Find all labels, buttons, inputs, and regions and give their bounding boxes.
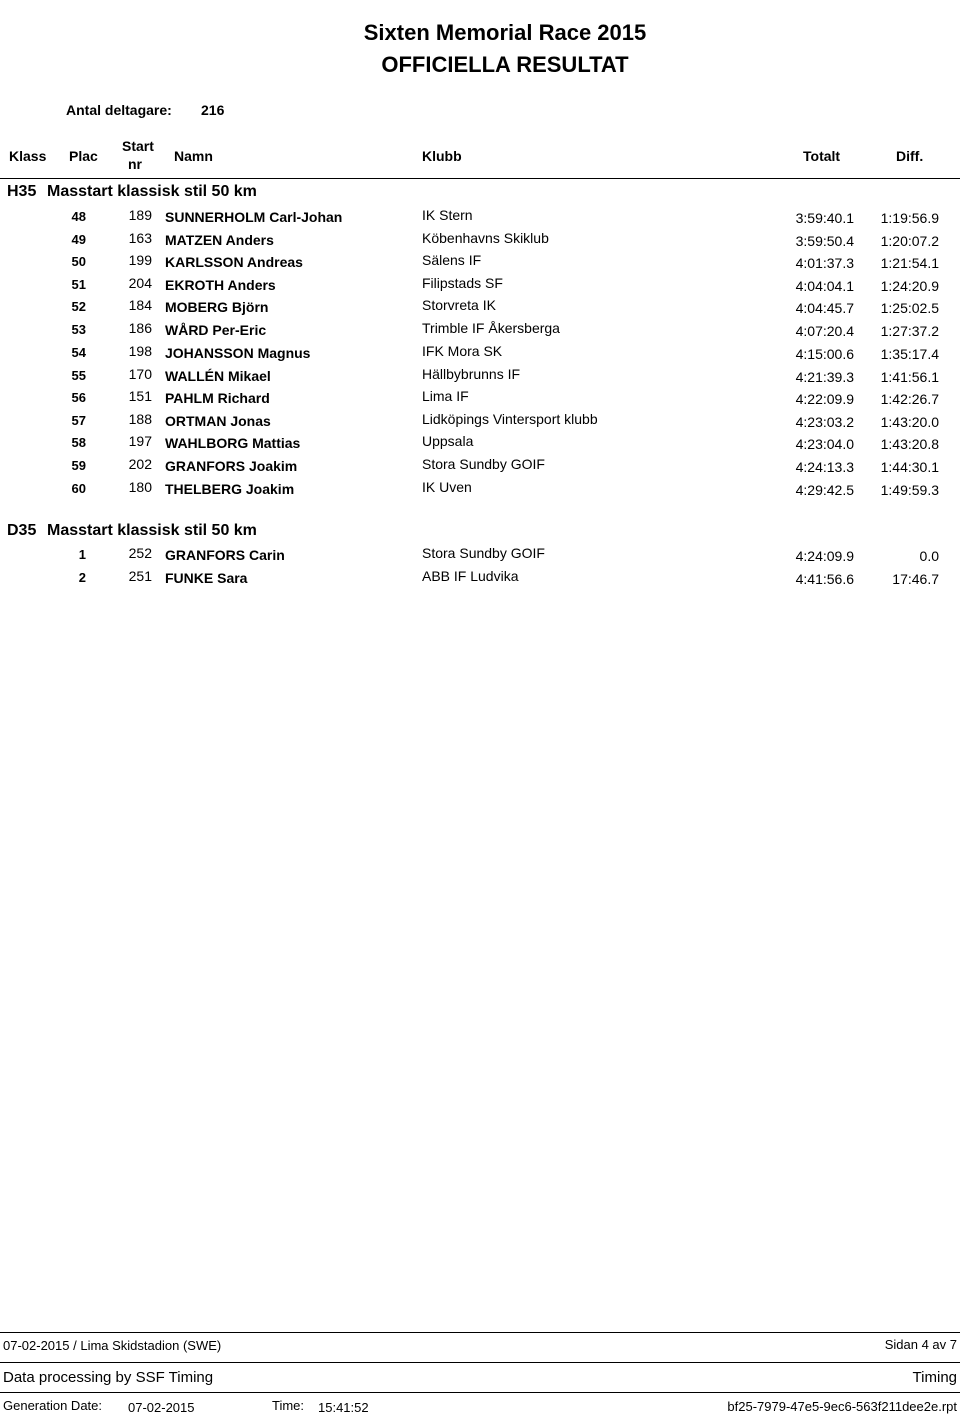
result-row xyxy=(0,456,960,479)
result-row xyxy=(0,479,960,502)
plac: 54 xyxy=(71,345,86,360)
athlete-name: FUNKE Sara xyxy=(165,570,248,586)
total-time: 4:24:13.3 xyxy=(795,459,854,475)
total-time: 4:22:09.9 xyxy=(795,391,854,407)
total-time: 4:15:00.6 xyxy=(795,346,854,362)
club: Filipstads SF xyxy=(422,275,503,291)
club: Hällbybrunns IF xyxy=(422,366,521,382)
col-plac: Plac xyxy=(69,148,98,164)
plac: 59 xyxy=(71,458,86,473)
diff-time: 1:27:37.2 xyxy=(880,323,939,339)
section-klass: D35 xyxy=(7,522,37,539)
result-row xyxy=(0,207,960,230)
total-time: 4:24:09.9 xyxy=(795,548,854,564)
plac: 2 xyxy=(78,570,86,585)
start-nr: 252 xyxy=(128,545,152,561)
result-row xyxy=(0,433,960,456)
diff-time: 1:21:54.1 xyxy=(880,255,939,271)
start-nr: 204 xyxy=(128,275,152,291)
athlete-name: WÅRD Per-Eric xyxy=(165,322,267,338)
total-time: 4:01:37.3 xyxy=(795,255,854,271)
diff-time: 1:43:20.0 xyxy=(880,414,939,430)
plac: 52 xyxy=(71,299,86,314)
section-title: Masstart klassisk stil 50 km xyxy=(47,183,257,200)
club: Trimble IF Åkersberga xyxy=(422,320,560,336)
athlete-name: WAHLBORG Mattias xyxy=(165,435,301,451)
total-time: 4:21:39.3 xyxy=(795,369,854,385)
plac: 1 xyxy=(78,547,86,562)
result-row xyxy=(0,545,960,568)
athlete-name: MATZEN Anders xyxy=(165,232,274,248)
start-nr: 197 xyxy=(128,433,152,449)
page-subtitle: OFFICIELLA RESULTAT xyxy=(381,52,629,77)
total-time: 3:59:50.4 xyxy=(795,233,854,249)
col-totalt: Totalt xyxy=(803,148,841,164)
plac: 56 xyxy=(71,390,86,405)
start-nr: 198 xyxy=(128,343,152,359)
diff-time: 1:25:02.5 xyxy=(880,300,939,316)
total-time: 4:23:04.0 xyxy=(795,436,854,452)
footer-time-value: 15:41:52 xyxy=(318,1400,369,1415)
participants-value: 216 xyxy=(201,102,225,118)
result-row xyxy=(0,388,960,411)
athlete-name: GRANFORS Joakim xyxy=(165,458,298,474)
athlete-name: JOHANSSON Magnus xyxy=(165,345,311,361)
plac: 51 xyxy=(71,277,86,292)
col-start-line2: nr xyxy=(128,156,142,172)
club: IFK Mora SK xyxy=(422,343,503,359)
footer-divider-middle xyxy=(0,1362,960,1363)
plac: 55 xyxy=(71,368,86,383)
total-time: 4:07:20.4 xyxy=(795,323,854,339)
result-row xyxy=(0,568,960,591)
total-time: 4:04:04.1 xyxy=(795,278,854,294)
start-nr: 184 xyxy=(128,297,152,313)
col-klass: Klass xyxy=(9,148,47,164)
diff-time: 1:20:07.2 xyxy=(880,233,939,249)
section-title: Masstart klassisk stil 50 km xyxy=(47,522,257,539)
start-nr: 163 xyxy=(128,230,152,246)
athlete-name: SUNNERHOLM Carl-Johan xyxy=(165,209,343,225)
start-nr: 180 xyxy=(128,479,152,495)
club: Uppsala xyxy=(422,433,474,449)
diff-time: 1:42:26.7 xyxy=(880,391,939,407)
athlete-name: THELBERG Joakim xyxy=(165,481,295,497)
club: IK Uven xyxy=(422,479,472,495)
athlete-name: EKROTH Anders xyxy=(165,277,276,293)
footer-page: Sidan 4 av 7 xyxy=(884,1337,957,1352)
start-nr: 188 xyxy=(128,411,152,427)
start-nr: 170 xyxy=(128,366,152,382)
start-nr: 251 xyxy=(128,568,152,584)
total-time: 4:29:42.5 xyxy=(795,482,854,498)
footer-generation-date-label: Generation Date: xyxy=(3,1398,103,1413)
total-time: 3:59:40.1 xyxy=(795,210,854,226)
result-row xyxy=(0,252,960,275)
footer-divider-top xyxy=(0,1332,960,1333)
diff-time: 1:44:30.1 xyxy=(880,459,939,475)
plac: 49 xyxy=(71,232,86,247)
page-title: Sixten Memorial Race 2015 xyxy=(363,20,647,45)
footer-file-id: bf25-7979-47e5-9ec6-563f211dee2e.rpt xyxy=(727,1399,957,1414)
athlete-name: MOBERG Björn xyxy=(165,299,269,315)
diff-time: 0.0 xyxy=(919,548,939,564)
diff-time: 1:49:59.3 xyxy=(880,482,939,498)
start-nr: 151 xyxy=(128,388,152,404)
col-klubb: Klubb xyxy=(422,148,462,164)
footer-divider-bottom xyxy=(0,1392,960,1393)
club: Lima IF xyxy=(422,388,469,404)
diff-time: 1:41:56.1 xyxy=(880,369,939,385)
total-time: 4:04:45.7 xyxy=(795,300,854,316)
plac: 58 xyxy=(71,435,86,450)
col-namn: Namn xyxy=(174,148,213,164)
club: Lidköpings Vintersport klubb xyxy=(422,411,598,427)
result-row xyxy=(0,366,960,389)
diff-time: 17:46.7 xyxy=(892,571,939,587)
result-row xyxy=(0,320,960,343)
footer-generation-date-value: 07-02-2015 xyxy=(128,1400,195,1415)
total-time: 4:41:56.6 xyxy=(795,571,854,587)
athlete-name: ORTMAN Jonas xyxy=(165,413,271,429)
footer-timing: Timing xyxy=(912,1369,957,1386)
section-klass: H35 xyxy=(7,183,37,200)
participants-label: Antal deltagare: xyxy=(66,102,172,118)
club: Sälens IF xyxy=(422,252,482,268)
club: Köbenhavns Skiklub xyxy=(422,230,549,246)
start-nr: 199 xyxy=(128,252,152,268)
athlete-name: GRANFORS Carin xyxy=(165,547,285,563)
club: Storvreta IK xyxy=(422,297,496,313)
start-nr: 202 xyxy=(128,456,152,472)
header-divider xyxy=(0,178,960,179)
athlete-name: KARLSSON Andreas xyxy=(165,254,303,270)
footer-date-place: 07-02-2015 / Lima Skidstadion (SWE) xyxy=(3,1338,222,1353)
plac: 60 xyxy=(71,481,86,496)
athlete-name: PAHLM Richard xyxy=(165,390,270,406)
diff-time: 1:19:56.9 xyxy=(880,210,939,226)
result-row xyxy=(0,297,960,320)
col-diff: Diff. xyxy=(896,148,924,164)
club: Stora Sundby GOIF xyxy=(422,545,545,561)
plac: 53 xyxy=(71,322,86,337)
plac: 50 xyxy=(71,254,86,269)
col-start-line1: Start xyxy=(122,138,154,154)
club: IK Stern xyxy=(422,207,473,223)
result-row xyxy=(0,275,960,298)
diff-time: 1:43:20.8 xyxy=(880,436,939,452)
plac: 57 xyxy=(71,413,86,428)
club: Stora Sundby GOIF xyxy=(422,456,545,472)
diff-time: 1:24:20.9 xyxy=(880,278,939,294)
result-row xyxy=(0,230,960,253)
result-row xyxy=(0,411,960,434)
diff-time: 1:35:17.4 xyxy=(880,346,939,362)
footer-time-label: Time: xyxy=(272,1398,305,1413)
plac: 48 xyxy=(71,209,86,224)
start-nr: 186 xyxy=(128,320,152,336)
start-nr: 189 xyxy=(128,207,152,223)
footer-data-processing: Data processing by SSF Timing xyxy=(3,1369,214,1386)
club: ABB IF Ludvika xyxy=(422,568,519,584)
result-row xyxy=(0,343,960,366)
total-time: 4:23:03.2 xyxy=(795,414,854,430)
athlete-name: WALLÉN Mikael xyxy=(165,368,271,384)
